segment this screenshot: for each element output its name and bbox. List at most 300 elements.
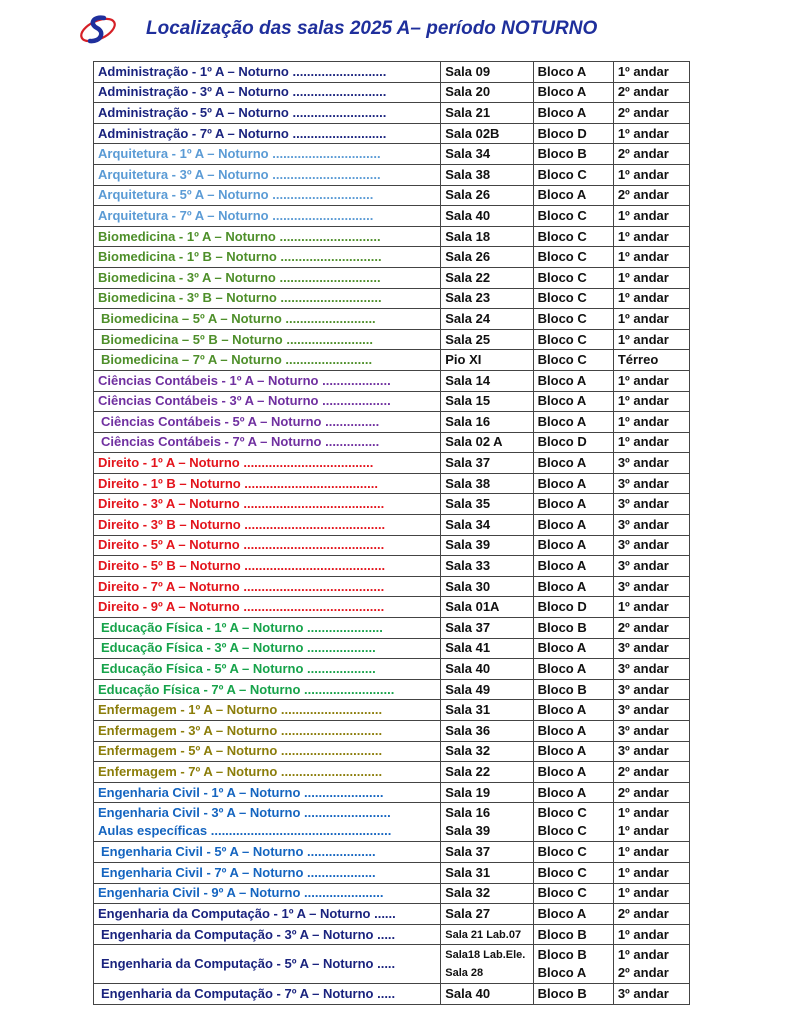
room-cell-text: Sala 19: [445, 784, 491, 800]
block-cell: [533, 288, 613, 309]
room-cell-text: Sala 31: [445, 864, 491, 880]
floor-cell-text: 3º andar: [617, 661, 669, 677]
floor-cell-text: 1º andar: [617, 947, 669, 963]
table-row: [94, 62, 690, 83]
floor-cell: [613, 329, 689, 350]
table-row: [94, 82, 690, 103]
room-cell: [441, 659, 533, 680]
block-cell-text: Bloco C: [537, 166, 587, 182]
floor-cell-text: 1º andar: [617, 249, 669, 265]
block-cell: [533, 370, 613, 391]
course-cell-text: Engenharia Civil - 5º A – Noturno ...................: [101, 844, 376, 860]
floor-cell-text: 3º andar: [617, 702, 669, 718]
course-cell: [94, 62, 441, 83]
table-row: [94, 453, 690, 474]
floor-cell-text: 3º andar: [617, 558, 669, 574]
table-row: [94, 515, 690, 536]
floor-cell: [613, 842, 689, 863]
block-cell-text: Bloco A: [537, 743, 587, 759]
room-cell: [441, 679, 533, 700]
block-cell: [533, 103, 613, 124]
room-cell: [441, 267, 533, 288]
block-cell-text: Bloco A: [537, 905, 587, 921]
course-cell-text: Engenharia da Computação - 5º A – Noturno .....: [101, 956, 396, 972]
table-row: [94, 803, 690, 842]
block-cell: [533, 494, 613, 515]
room-cell: [441, 803, 533, 842]
floor-cell: [613, 432, 689, 453]
course-cell: [94, 432, 441, 453]
institution-logo: [77, 12, 119, 48]
table-row: [94, 842, 690, 863]
course-cell: [94, 247, 441, 268]
block-cell: [533, 350, 613, 371]
room-cell-text: Sala 22: [445, 269, 491, 285]
floor-cell-text: 1º andar: [617, 331, 669, 347]
floor-cell: [613, 659, 689, 680]
course-cell: [94, 391, 441, 412]
block-cell-text: Bloco C: [537, 249, 587, 265]
course-cell: [94, 329, 441, 350]
floor-cell-text: 3º andar: [617, 722, 669, 738]
floor-cell-text: 1º andar: [617, 844, 669, 860]
floor-cell: [613, 741, 689, 762]
course-cell-text: Direito - 1º B – Noturno .....................................: [98, 475, 378, 491]
course-cell-text: Engenharia Civil - 3º A – Noturno ........................: [98, 805, 391, 821]
course-cell-text: Administração - 1º A – Noturno ..........................: [98, 63, 387, 79]
course-cell: [94, 267, 441, 288]
floor-cell-text: 1º andar: [617, 599, 669, 615]
table-row: [94, 984, 690, 1005]
room-cell-text: Sala 15: [445, 393, 491, 409]
block-cell-text: Bloco C: [537, 207, 587, 223]
floor-cell-text: 1º andar: [617, 413, 669, 429]
course-cell-text: Direito - 5º A – Noturno .......................................: [98, 537, 385, 553]
table-row: [94, 350, 690, 371]
floor-cell: [613, 679, 689, 700]
room-cell-text: Sala 27: [445, 905, 491, 921]
course-cell-text: Administração - 5º A – Noturno ..........................: [98, 104, 387, 120]
block-cell-text: Bloco A: [537, 661, 587, 677]
table-row: [94, 883, 690, 904]
block-cell: [533, 267, 613, 288]
room-cell-text: Sala 35: [445, 496, 491, 512]
floor-cell: [613, 412, 689, 433]
floor-cell: [613, 206, 689, 227]
block-cell-text: Bloco C: [537, 352, 587, 368]
block-cell: [533, 803, 613, 842]
block-cell-text: Bloco A: [537, 187, 587, 203]
block-cell: [533, 883, 613, 904]
block-cell-text: Bloco C: [537, 228, 587, 244]
block-cell: [533, 556, 613, 577]
room-cell: [441, 762, 533, 783]
floor-cell: [613, 103, 689, 124]
floor-cell-text: 1º andar: [617, 63, 669, 79]
course-cell-text: Engenharia Civil - 7º A – Noturno ...................: [101, 864, 376, 880]
table-row: [94, 782, 690, 803]
room-cell: [441, 741, 533, 762]
block-cell: [533, 82, 613, 103]
course-cell-text: Biomedicina - 1º B – Noturno ............................: [98, 249, 382, 265]
block-cell-text: Bloco D: [537, 125, 587, 141]
room-cell: [441, 638, 533, 659]
room-cell-text: Sala 18: [445, 228, 491, 244]
floor-cell: [613, 185, 689, 206]
floor-cell-text: 3º andar: [617, 496, 669, 512]
room-cell: [441, 862, 533, 883]
floor-cell: [613, 226, 689, 247]
course-cell-text: Enfermagem - 5º A – Noturno ............................: [98, 743, 383, 759]
room-cell: [441, 904, 533, 925]
room-cell: [441, 597, 533, 618]
room-cell: [441, 721, 533, 742]
course-cell: [94, 535, 441, 556]
floor-cell: [613, 288, 689, 309]
floor-cell: [613, 576, 689, 597]
floor-cell-text: 2º andar: [617, 146, 669, 162]
floor-cell: [613, 638, 689, 659]
course-cell: [94, 82, 441, 103]
floor-cell: [613, 247, 689, 268]
block-cell: [533, 924, 613, 945]
course-cell: [94, 350, 441, 371]
table-row: [94, 370, 690, 391]
course-cell-text: Arquitetura - 7º A – Noturno ............................: [98, 207, 374, 223]
block-cell: [533, 535, 613, 556]
course-cell: [94, 164, 441, 185]
course-cell-text: Enfermagem - 7º A – Noturno ............................: [98, 763, 383, 779]
room-cell: [441, 618, 533, 639]
course-cell: [94, 659, 441, 680]
room-cell-text: Sala 16: [445, 413, 491, 429]
course-cell: [94, 862, 441, 883]
room-cell-text: Sala 38: [445, 475, 491, 491]
table-row: [94, 638, 690, 659]
table-row: [94, 659, 690, 680]
floor-cell: [613, 721, 689, 742]
room-cell-text: Sala 21 Lab.07: [445, 929, 522, 942]
table-row: [94, 945, 690, 984]
floor-cell-text: 3º andar: [617, 516, 669, 532]
floor-cell: [613, 803, 689, 842]
floor-cell-text: 2º andar: [617, 187, 669, 203]
room-cell-text: Sala 16: [445, 805, 491, 821]
table-row: [94, 144, 690, 165]
course-cell: [94, 924, 441, 945]
block-cell-text: Bloco A: [537, 558, 587, 574]
table-row: [94, 267, 690, 288]
table-row: [94, 206, 690, 227]
block-cell-text: Bloco A: [537, 763, 587, 779]
block-cell: [533, 391, 613, 412]
floor-cell: [613, 782, 689, 803]
block-cell-text: Bloco A: [537, 578, 587, 594]
course-cell-text: Direito - 3º B – Noturno .......................................: [98, 516, 386, 532]
block-cell: [533, 515, 613, 536]
page-title: Localização das salas 2025 A– período NOTURNO: [146, 18, 598, 39]
room-cell-text: Sala 24: [445, 310, 491, 326]
block-cell-text: Bloco B: [537, 146, 587, 162]
course-cell-text: Arquitetura - 3º A – Noturno ..............................: [98, 166, 381, 182]
room-cell: [441, 123, 533, 144]
table-row: [94, 226, 690, 247]
course-cell-text: Arquitetura - 1º A – Noturno ..............................: [98, 146, 381, 162]
floor-cell-text: 3º andar: [617, 475, 669, 491]
room-cell-text: Sala 32: [445, 885, 491, 901]
table-row: [94, 862, 690, 883]
room-cell-text: Sala 40: [445, 986, 491, 1002]
floor-cell: [613, 62, 689, 83]
floor-cell: [613, 123, 689, 144]
floor-cell-text: 1º andar: [617, 372, 669, 388]
table-row: [94, 700, 690, 721]
floor-cell: [613, 556, 689, 577]
table-row: [94, 288, 690, 309]
room-cell: [441, 62, 533, 83]
table-row: [94, 185, 690, 206]
table-row: [94, 924, 690, 945]
block-cell: [533, 741, 613, 762]
floor-cell-text: 2º andar: [617, 763, 669, 779]
block-cell-text: Bloco C: [537, 310, 587, 326]
block-cell-text: Bloco D: [537, 434, 587, 450]
floor-cell-text: 3º andar: [617, 681, 669, 697]
block-cell: [533, 659, 613, 680]
floor-cell-text: 1º andar: [617, 310, 669, 326]
course-cell: [94, 144, 441, 165]
course-cell-text-2: Aulas específicas ..................................................: [98, 823, 392, 839]
block-cell-text: Bloco A: [537, 413, 587, 429]
course-cell-text: Direito - 7º A – Noturno .......................................: [98, 578, 385, 594]
table-row: [94, 904, 690, 925]
block-cell-text: Bloco A: [537, 84, 587, 100]
block-cell-text: Bloco B: [537, 681, 587, 697]
course-cell-text: Enfermagem - 1º A – Noturno ............................: [98, 702, 383, 718]
table-row: [94, 123, 690, 144]
course-cell-text: Biomedicina – 5º B – Noturno ........................: [101, 331, 374, 347]
table-row: [94, 494, 690, 515]
room-cell: [441, 782, 533, 803]
course-cell-text: Ciências Contábeis - 5º A – Noturno ...............: [101, 413, 380, 429]
floor-cell-text: 1º andar: [617, 805, 669, 821]
table-row: [94, 576, 690, 597]
floor-cell-text: 3º andar: [617, 455, 669, 471]
room-cell: [441, 144, 533, 165]
room-cell: [441, 883, 533, 904]
table-row: [94, 535, 690, 556]
room-cell: [441, 412, 533, 433]
floor-cell: [613, 515, 689, 536]
floor-cell-text-2: 1º andar: [617, 823, 669, 839]
block-cell: [533, 432, 613, 453]
room-cell-text: Sala 20: [445, 84, 491, 100]
block-cell: [533, 679, 613, 700]
room-cell: [441, 576, 533, 597]
block-cell: [533, 597, 613, 618]
floor-cell: [613, 618, 689, 639]
course-cell-text: Educação Física - 5º A – Noturno ...................: [101, 661, 376, 677]
floor-cell: [613, 164, 689, 185]
room-cell: [441, 432, 533, 453]
room-cell: [441, 226, 533, 247]
floor-cell: [613, 309, 689, 330]
floor-cell: [613, 862, 689, 883]
table-row: [94, 618, 690, 639]
block-cell-text: Bloco A: [537, 372, 587, 388]
block-cell-text: Bloco A: [537, 516, 587, 532]
course-cell-text: Engenharia Civil - 1º A – Noturno ......................: [98, 784, 384, 800]
course-cell-text: Direito - 3º A – Noturno .......................................: [98, 496, 385, 512]
course-cell-text: Engenharia da Computação - 3º A – Noturno .....: [101, 926, 396, 942]
table-row: [94, 309, 690, 330]
room-cell: [441, 924, 533, 945]
room-cell-text: Sala 40: [445, 661, 491, 677]
course-cell-text: Administração - 7º A – Noturno ..........................: [98, 125, 387, 141]
floor-cell: [613, 904, 689, 925]
floor-cell: [613, 82, 689, 103]
block-cell: [533, 206, 613, 227]
floor-cell-text: 3º andar: [617, 986, 669, 1002]
course-cell: [94, 103, 441, 124]
course-cell-text: Direito - 9º A – Noturno .......................................: [98, 599, 385, 615]
block-cell: [533, 185, 613, 206]
course-cell-text: Educação Física - 7º A – Noturno .........................: [98, 681, 395, 697]
room-cell: [441, 370, 533, 391]
floor-cell: [613, 924, 689, 945]
room-cell-text: Sala 37: [445, 619, 491, 635]
course-cell: [94, 883, 441, 904]
block-cell-text: Bloco B: [537, 986, 587, 1002]
table-row: [94, 741, 690, 762]
course-cell: [94, 842, 441, 863]
floor-cell: [613, 883, 689, 904]
floor-cell-text: 1º andar: [617, 864, 669, 880]
block-cell-text: Bloco A: [537, 104, 587, 120]
block-cell-text: Bloco A: [537, 784, 587, 800]
course-cell: [94, 185, 441, 206]
room-cell-text: Sala 25: [445, 331, 491, 347]
floor-cell-text: Térreo: [617, 352, 659, 368]
room-cell: [441, 945, 533, 984]
floor-cell: [613, 762, 689, 783]
table-row: [94, 164, 690, 185]
room-cell: [441, 309, 533, 330]
floor-cell-text: 1º andar: [617, 393, 669, 409]
room-cell: [441, 453, 533, 474]
room-location-table: [93, 61, 690, 1005]
course-cell: [94, 123, 441, 144]
room-cell-text: Sala 41: [445, 640, 491, 656]
room-cell: [441, 494, 533, 515]
course-cell-text: Engenharia Civil - 9º A – Noturno ......................: [98, 885, 384, 901]
room-cell-text: Sala 32: [445, 743, 491, 759]
table-row: [94, 247, 690, 268]
floor-cell: [613, 700, 689, 721]
course-cell-text: Engenharia da Computação - 7º A – Noturno .....: [101, 986, 396, 1002]
room-cell: [441, 103, 533, 124]
room-cell: [441, 984, 533, 1005]
floor-cell-text: 2º andar: [617, 104, 669, 120]
room-cell-text: Sala 33: [445, 558, 491, 574]
table-row: [94, 412, 690, 433]
room-cell-text-2: Sala 39: [445, 823, 491, 839]
course-cell: [94, 618, 441, 639]
course-cell-text: Ciências Contábeis - 1º A – Noturno ...................: [98, 372, 391, 388]
course-cell-text: Direito - 5º B – Noturno .......................................: [98, 558, 386, 574]
room-cell-text: Sala 38: [445, 166, 491, 182]
course-cell-text: Administração - 3º A – Noturno ..........................: [98, 84, 387, 100]
table-row: [94, 473, 690, 494]
block-cell-text: Bloco C: [537, 844, 587, 860]
block-cell: [533, 842, 613, 863]
floor-cell-text: 2º andar: [617, 905, 669, 921]
block-cell-text: Bloco C: [537, 885, 587, 901]
block-cell-text: Bloco C: [537, 864, 587, 880]
course-cell: [94, 638, 441, 659]
block-cell-text: Bloco C: [537, 269, 587, 285]
block-cell-text-2: Bloco A: [537, 965, 587, 981]
floor-cell: [613, 945, 689, 984]
room-cell-text: Sala 37: [445, 844, 491, 860]
room-cell-text: Sala 26: [445, 187, 491, 203]
course-cell: [94, 473, 441, 494]
course-cell: [94, 515, 441, 536]
course-cell: [94, 904, 441, 925]
course-cell: [94, 412, 441, 433]
floor-cell-text-2: 2º andar: [617, 965, 669, 981]
room-cell-text: Sala 49: [445, 681, 491, 697]
room-cell-text: Sala 02B: [445, 125, 500, 141]
room-cell-text: Sala 22: [445, 763, 491, 779]
floor-cell: [613, 350, 689, 371]
room-cell: [441, 535, 533, 556]
floor-cell: [613, 535, 689, 556]
room-cell-text: Sala 26: [445, 249, 491, 265]
block-cell-text: Bloco A: [537, 393, 587, 409]
course-cell: [94, 309, 441, 330]
table-row: [94, 597, 690, 618]
block-cell: [533, 247, 613, 268]
course-cell: [94, 226, 441, 247]
block-cell-text-2: Bloco C: [537, 823, 587, 839]
block-cell-text: Bloco A: [537, 475, 587, 491]
room-cell: [441, 288, 533, 309]
floor-cell-text: 1º andar: [617, 290, 669, 306]
course-cell-text: Engenharia da Computação - 1º A – Noturno ......: [98, 905, 396, 921]
floor-cell-text: 1º andar: [617, 125, 669, 141]
room-cell: [441, 164, 533, 185]
room-cell: [441, 82, 533, 103]
floor-cell-text: 1º andar: [617, 434, 669, 450]
block-cell: [533, 329, 613, 350]
course-cell-text: Enfermagem - 3º A – Noturno ............................: [98, 722, 383, 738]
block-cell: [533, 721, 613, 742]
course-cell-text: Educação Física - 3º A – Noturno ...................: [101, 640, 376, 656]
course-cell: [94, 576, 441, 597]
room-cell-text: Sala 31: [445, 702, 491, 718]
room-cell-text: Sala 34: [445, 516, 491, 532]
course-cell: [94, 288, 441, 309]
floor-cell: [613, 453, 689, 474]
floor-cell-text: 3º andar: [617, 578, 669, 594]
table-row: [94, 762, 690, 783]
course-cell: [94, 494, 441, 515]
room-cell: [441, 473, 533, 494]
floor-cell-text: 2º andar: [617, 619, 669, 635]
block-cell-text: Bloco A: [537, 496, 587, 512]
room-cell: [441, 329, 533, 350]
